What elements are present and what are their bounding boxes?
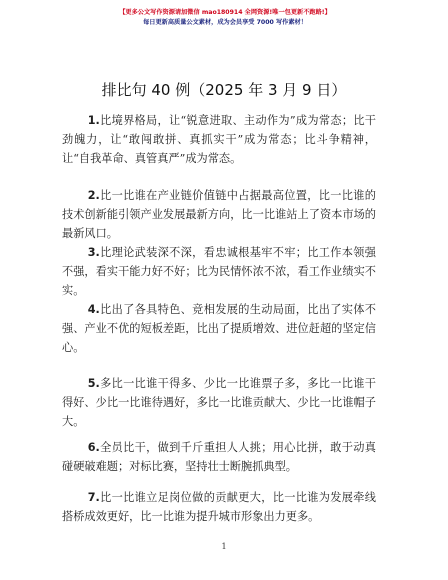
- item-text: 比理论武装深不深，看忠诚根基牢不牢；比工作本领强不强，看实干能力好不好；比为民情怀浓不浓，看工作业绩实不实。: [62, 246, 376, 297]
- paragraph-item-3: [62, 243, 376, 300]
- paragraph-item-5: [62, 374, 376, 431]
- paragraph-item-7: [62, 488, 376, 526]
- paragraph-item-2: [62, 186, 376, 243]
- item-number: 7.: [87, 491, 100, 504]
- paragraph-item-6: [62, 438, 376, 476]
- item-number: 6.: [87, 441, 100, 454]
- item-text: 全员比干，做到千斤重担人人挑；用心比拼，敢于动真碰硬破难题；对标比赛，坚持壮士断腕抓典型。: [62, 441, 376, 473]
- item-number: 2.: [87, 189, 100, 202]
- paragraph-item-1: [62, 111, 376, 168]
- page-number: 1: [221, 542, 227, 551]
- item-text: 比一比谁在产业链价值链中占据最高位置，比一比谁的技术创新能引领产业发展最新方向，比一比谁站上了资本市场的最新风口。: [62, 189, 376, 240]
- promo-line-1: 【更多公文写作资源请加微信 mao180914 全网资源!唯一包更新不跑路!】: [119, 9, 331, 16]
- item-number: 3.: [87, 246, 100, 259]
- item-text: 比一比谁立足岗位做的贡献更大，比一比谁为发展牵线搭桥成效更好，比一比谁为提升城市形象出力更多。: [62, 491, 376, 523]
- item-number: 5.: [87, 377, 100, 390]
- item-text: 多比一比谁干得多、少比一比谁票子多，多比一比谁干得好、少比一比谁待遇好，多比一比谁贡献大、少比一比谁帽子大。: [62, 377, 376, 428]
- item-text: 比出了各具特色、竞相发展的生动局面，比出了实体不强、产业不优的短板差距，比出了提质增效、进位赶超的坚定信心。: [62, 303, 376, 354]
- document-title: 排比句 40 例（2025 年 3 月 9 日）: [101, 81, 347, 99]
- promo-banner: [90, 8, 360, 28]
- item-number: 4.: [87, 303, 100, 316]
- item-number: 1.: [87, 114, 100, 127]
- paragraph-item-4: [62, 300, 376, 357]
- promo-line-2: 每日更新高质量公文素材，成为会员享受 7000 写作素材！: [143, 19, 307, 26]
- item-text: 比境界格局，让“锐意进取、主动作为”成为常态；比干劲魄力，让“敢闯敢拼、真抓实干”成为常态；比斗争精神，让“自我革命、真管真严”成为常态。: [62, 114, 376, 165]
